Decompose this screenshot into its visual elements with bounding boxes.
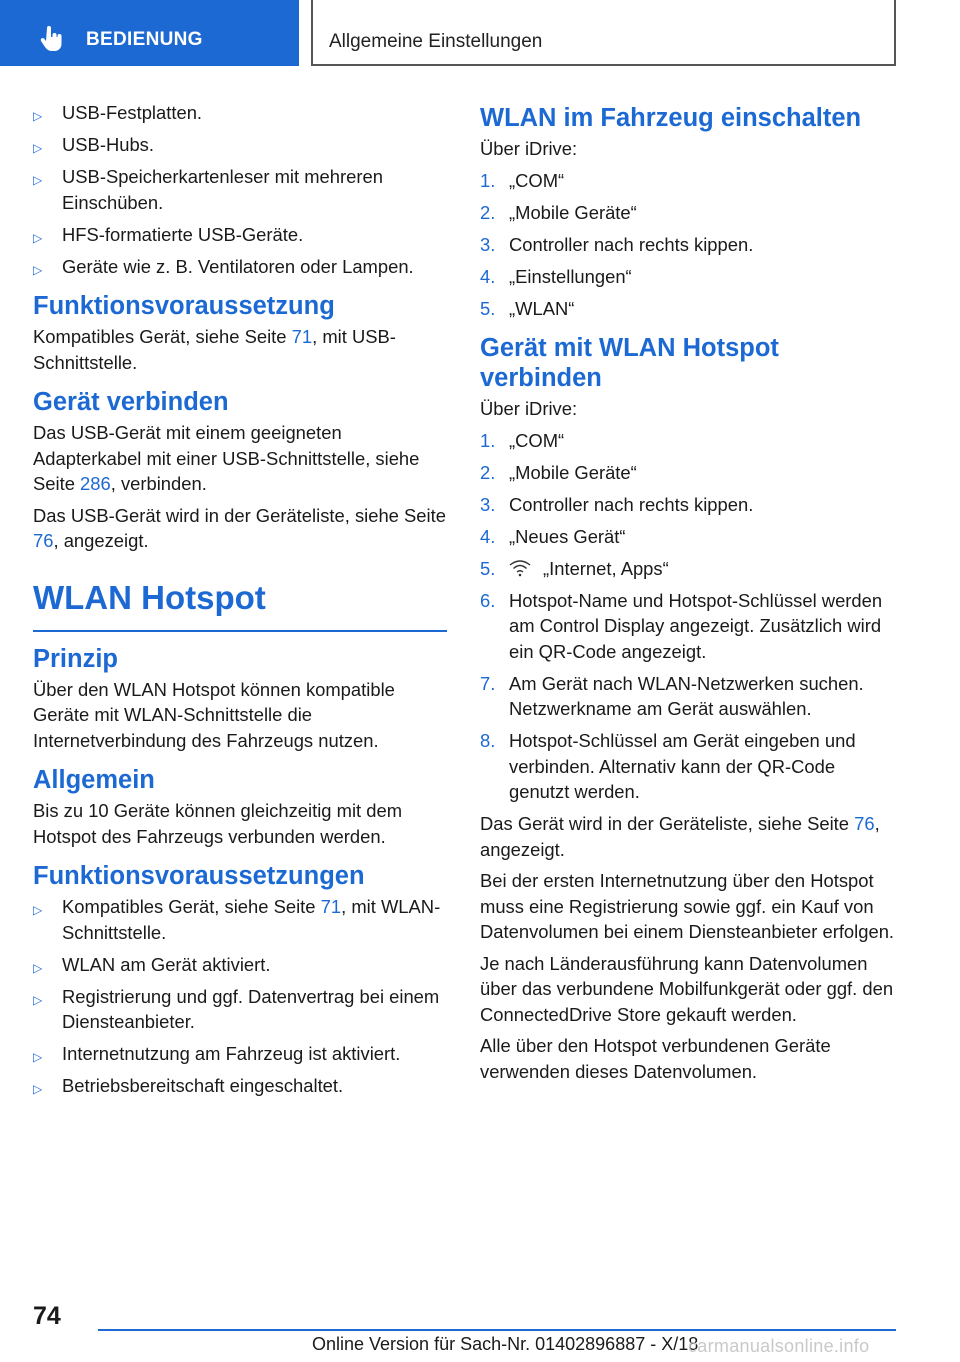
watermark: carmanualsonline.info [688, 1336, 870, 1356]
section-tab [0, 0, 299, 66]
heading-funktionsvoraussetzung: Funktionsvoraussetzung [33, 292, 335, 320]
triangle-bullet-icon: ▷ [33, 109, 43, 123]
page-link[interactable]: 76 [854, 813, 875, 834]
list-item: ▷ WLAN am Gerät aktiviert. [33, 952, 447, 978]
page-link[interactable]: 76 [33, 530, 54, 551]
list-item: ▷ USB-Speicherkartenleser mit mehreren Einschüben. [33, 166, 383, 213]
heading-prinzip: Prinzip [33, 644, 119, 673]
list-item: 2. „Mobile Geräte“ [480, 461, 637, 483]
wifi-icon [509, 559, 531, 577]
footer-divider [98, 1329, 896, 1331]
list-item: ▷ USB-Hubs. [33, 132, 447, 158]
paragraph: Kompatibles Gerät, siehe Seite 71, mit USB-Schnittstelle. [33, 326, 396, 373]
list-item: 3. Controller nach rechts kippen. [480, 493, 754, 515]
footer-text: Online Version für Sach-Nr. 01402896887 - X/18 [312, 1334, 699, 1354]
heading-funktionsvoraussetzungen: Funktionsvoraussetzungen [33, 862, 365, 890]
triangle-bullet-icon: ▷ [33, 960, 43, 975]
triangle-bullet-icon: ▷ [33, 262, 43, 277]
paragraph: Je nach Länderausführung kann Datenvolumen über das verbundene Mobilfunkgerät oder ggf. den ConnectedDrive Store gekauft werden. [480, 952, 894, 1025]
triangle-bullet-icon: ▷ [33, 1050, 43, 1064]
section-label: BEDIENUNG [86, 29, 203, 50]
chapter-title: Allgemeine Einstellungen [329, 31, 543, 52]
list-item: 5. „Internet, Apps“ [480, 557, 669, 579]
pointing-hand-icon [38, 25, 66, 53]
list-item: 8. Hotspot-Schlüssel am Gerät eingeben und verbinden. Alternativ kann der QR-Code genutzt werden. [480, 730, 856, 802]
list-item: ▷ Registrierung und ggf. Datenvertrag bei einem Diensteanbieter. [33, 985, 440, 1032]
unsupported-devices-list [33, 100, 447, 279]
list-item: 1. „COM“ [480, 429, 565, 451]
page-link[interactable]: 286 [80, 473, 111, 494]
heading-wlan-einschalten: WLAN im Fahrzeug einschalten [480, 104, 862, 132]
triangle-bullet-icon: ▷ [33, 903, 43, 917]
paragraph: Über iDrive: [480, 398, 578, 419]
page-number: 74 [33, 1302, 61, 1330]
triangle-bullet-icon: ▷ [33, 141, 43, 155]
paragraph: Bei der ersten Internetnutzung über den Hotspot muss eine Registrierung sowie ggf. ein Kauf von Datenvolumen bei einem Diensteanbieter erfolgen. [480, 870, 895, 942]
left-column [33, 100, 447, 1105]
paragraph: Alle über den Hotspot verbundenen Geräte verwenden dieses Datenvolumen. [480, 1035, 831, 1082]
list-item: ▷ Internetnutzung am Fahrzeug ist aktiviert. [33, 1041, 447, 1067]
paragraph: Das USB-Gerät wird in der Geräteliste, siehe Seite 76, angezeigt. [33, 504, 446, 551]
requirements-list [33, 894, 447, 1099]
paragraph: Bis zu 10 Geräte können gleichzeitig mit dem Hotspot des Fahrzeugs verbunden werden. [33, 800, 403, 847]
list-item: 3. Controller nach rechts kippen. [480, 233, 754, 255]
page-link[interactable]: 71 [320, 896, 342, 917]
paragraph: Über den WLAN Hotspot können kompatible Geräte mit WLAN-Schnittstelle die Internetverbindung des Fahrzeugs nutzen. [33, 678, 395, 751]
page-header [0, 0, 960, 66]
list-item: ▷ Kompatibles Gerät, siehe Seite 71, mit WLAN-Schnittstelle. [33, 896, 441, 943]
heading-geraet-verbinden: Gerät verbinden [33, 388, 229, 416]
list-item: 4. „Neues Gerät“ [480, 525, 626, 547]
list-item: ▷ HFS-formatierte USB-Geräte. [33, 222, 447, 248]
list-item: 5. „WLAN“ [480, 297, 575, 319]
list-item: 4. „Einstellungen“ [480, 265, 632, 287]
heading-allgemein: Allgemein [33, 766, 155, 794]
right-column [480, 100, 900, 1090]
steps-list-hotspot [480, 428, 900, 805]
triangle-bullet-icon: ▷ [33, 173, 43, 187]
list-item: 2. „Mobile Geräte“ [480, 201, 637, 223]
triangle-bullet-icon: ▷ [33, 1082, 43, 1096]
paragraph: Das Gerät wird in der Geräteliste, siehe Seite 76, angezeigt. [480, 813, 880, 860]
paragraph: Das USB-Gerät mit einem geeigneten Adapterkabel mit einer USB-Schnittstelle, siehe Seite 286, verbinden. [33, 422, 420, 494]
list-item: 6. Hotspot-Name und Hotspot-Schlüssel werden am Control Display angezeigt. Zusätzlich wird ein QR-Code angezeigt. [480, 589, 883, 662]
page-link[interactable]: 71 [291, 326, 313, 347]
steps-list-einschalten [480, 168, 900, 322]
list-item: ▷ Betriebsbereitschaft eingeschaltet. [33, 1073, 447, 1099]
list-item: ▷ Geräte wie z. B. Ventilatoren oder Lampen. [33, 254, 447, 280]
list-item: 1. „COM“ [480, 169, 565, 191]
heading-wlan-hotspot: WLAN Hotspot [33, 578, 447, 632]
chapter-tab [311, 0, 896, 66]
list-item: 7. Am Gerät nach WLAN-Netzwerken suchen. Netzwerkname am Gerät auswählen. [480, 672, 864, 719]
heading-geraet-mit-hotspot: Gerät mit WLAN Hotspot verbinden [480, 334, 779, 392]
list-item: ▷ USB-Festplatten. [33, 100, 447, 126]
triangle-bullet-icon: ▷ [33, 230, 43, 245]
triangle-bullet-icon: ▷ [33, 992, 43, 1007]
paragraph: Über iDrive: [480, 138, 578, 159]
